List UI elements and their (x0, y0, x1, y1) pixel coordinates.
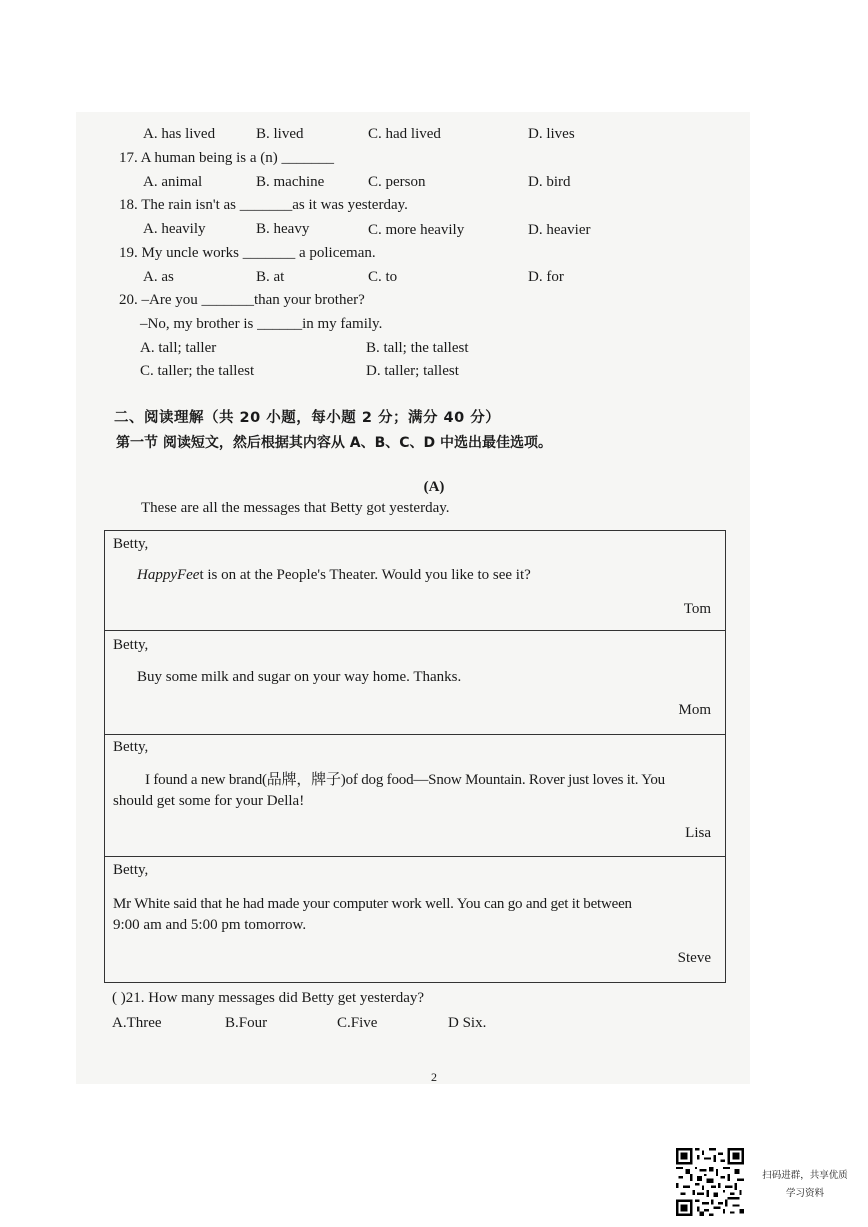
option-a: A. heavily (143, 221, 206, 237)
question-stem: ( )21. How many messages did Betty get yesterday? (112, 990, 425, 1006)
question-stem: 19. My uncle works _______ a policeman. (119, 245, 376, 261)
message-sender: Tom (683, 601, 711, 617)
option-b: B. heavy (256, 221, 310, 237)
message-sender: Steve (677, 950, 711, 966)
question-stem: 18. The rain isn't as _______as it was yesterday. (119, 197, 408, 213)
messages-box (104, 530, 726, 983)
option-a: A. as (143, 269, 174, 285)
question-stem-reply: –No, my brother is ______in my family. (140, 316, 383, 332)
qr-caption-line-1: 扫码进群，共享优质 (762, 1170, 848, 1181)
option-b: B. lived (256, 126, 304, 142)
passage-intro: These are all the messages that Betty got yesterday. (141, 500, 450, 516)
message-sender: Mom (678, 702, 711, 718)
message-body-line-2: should get some for your Della! (113, 793, 305, 809)
option-b: B. machine (256, 174, 325, 190)
option-a: A. has lived (143, 126, 216, 142)
page-number: 2 (431, 1070, 437, 1084)
option-d: D. heavier (528, 222, 591, 238)
message-recipient: Betty, (113, 637, 149, 653)
section-heading: 二、阅读理解（共 20 小题，每小题 2 分；满分 40 分） (114, 410, 501, 426)
option-c: C. taller; the tallest (140, 363, 255, 379)
option-d: D. bird (528, 174, 571, 190)
qr-code-icon[interactable] (676, 1148, 744, 1216)
message-recipient: Betty, (113, 536, 149, 552)
qr-caption-line-2: 学习资料 (785, 1188, 824, 1199)
message-sender: Lisa (685, 825, 711, 841)
message-body-line-1: Mr White said that he had made your computer work well. You can go and get it between (113, 896, 632, 912)
option-d: D. taller; tallest (366, 363, 459, 379)
option-b: B. tall; the tallest (366, 340, 469, 356)
message-body-text: t is on at the People's Theater. Would you like to see it? (199, 567, 531, 583)
message-body (137, 565, 531, 585)
option-d: D. lives (528, 126, 575, 142)
option-b: B.Four (225, 1015, 268, 1031)
passage-label: (A) (423, 479, 445, 495)
option-c: C. more heavily (368, 222, 465, 238)
option-c: C.Five (337, 1015, 378, 1031)
message-divider (105, 630, 725, 631)
section-instruction: 第一节 阅读短文，然后根据其内容从 A、B、C、D 中选出最佳选项。 (116, 435, 553, 451)
option-d: D Six. (448, 1015, 487, 1031)
message-divider (105, 856, 725, 857)
message-body: Buy some milk and sugar on your way home. Thanks. (137, 669, 462, 685)
option-a: A. animal (143, 174, 203, 190)
question-stem: 20. –Are you _______than your brother? (119, 292, 365, 308)
message-divider (105, 734, 725, 735)
option-c: C. person (368, 174, 426, 190)
option-b: B. at (256, 269, 285, 285)
option-c: C. to (368, 269, 398, 285)
option-c: C. had lived (368, 126, 441, 142)
message-body-line-1: I found a new brand(品牌，牌子)of dog food—Snow Mountain. Rover just loves it. You (145, 772, 665, 788)
option-d: D. for (528, 269, 564, 285)
message-body-line-2: 9:00 am and 5:00 pm tomorrow. (113, 917, 307, 933)
message-recipient: Betty, (113, 862, 149, 878)
option-a: A.Three (112, 1015, 162, 1031)
option-a: A. tall; taller (140, 340, 217, 356)
movie-title: HappyFee (137, 567, 200, 583)
question-stem: 17. A human being is a (n) _______ (119, 150, 334, 166)
message-recipient: Betty, (113, 739, 149, 755)
